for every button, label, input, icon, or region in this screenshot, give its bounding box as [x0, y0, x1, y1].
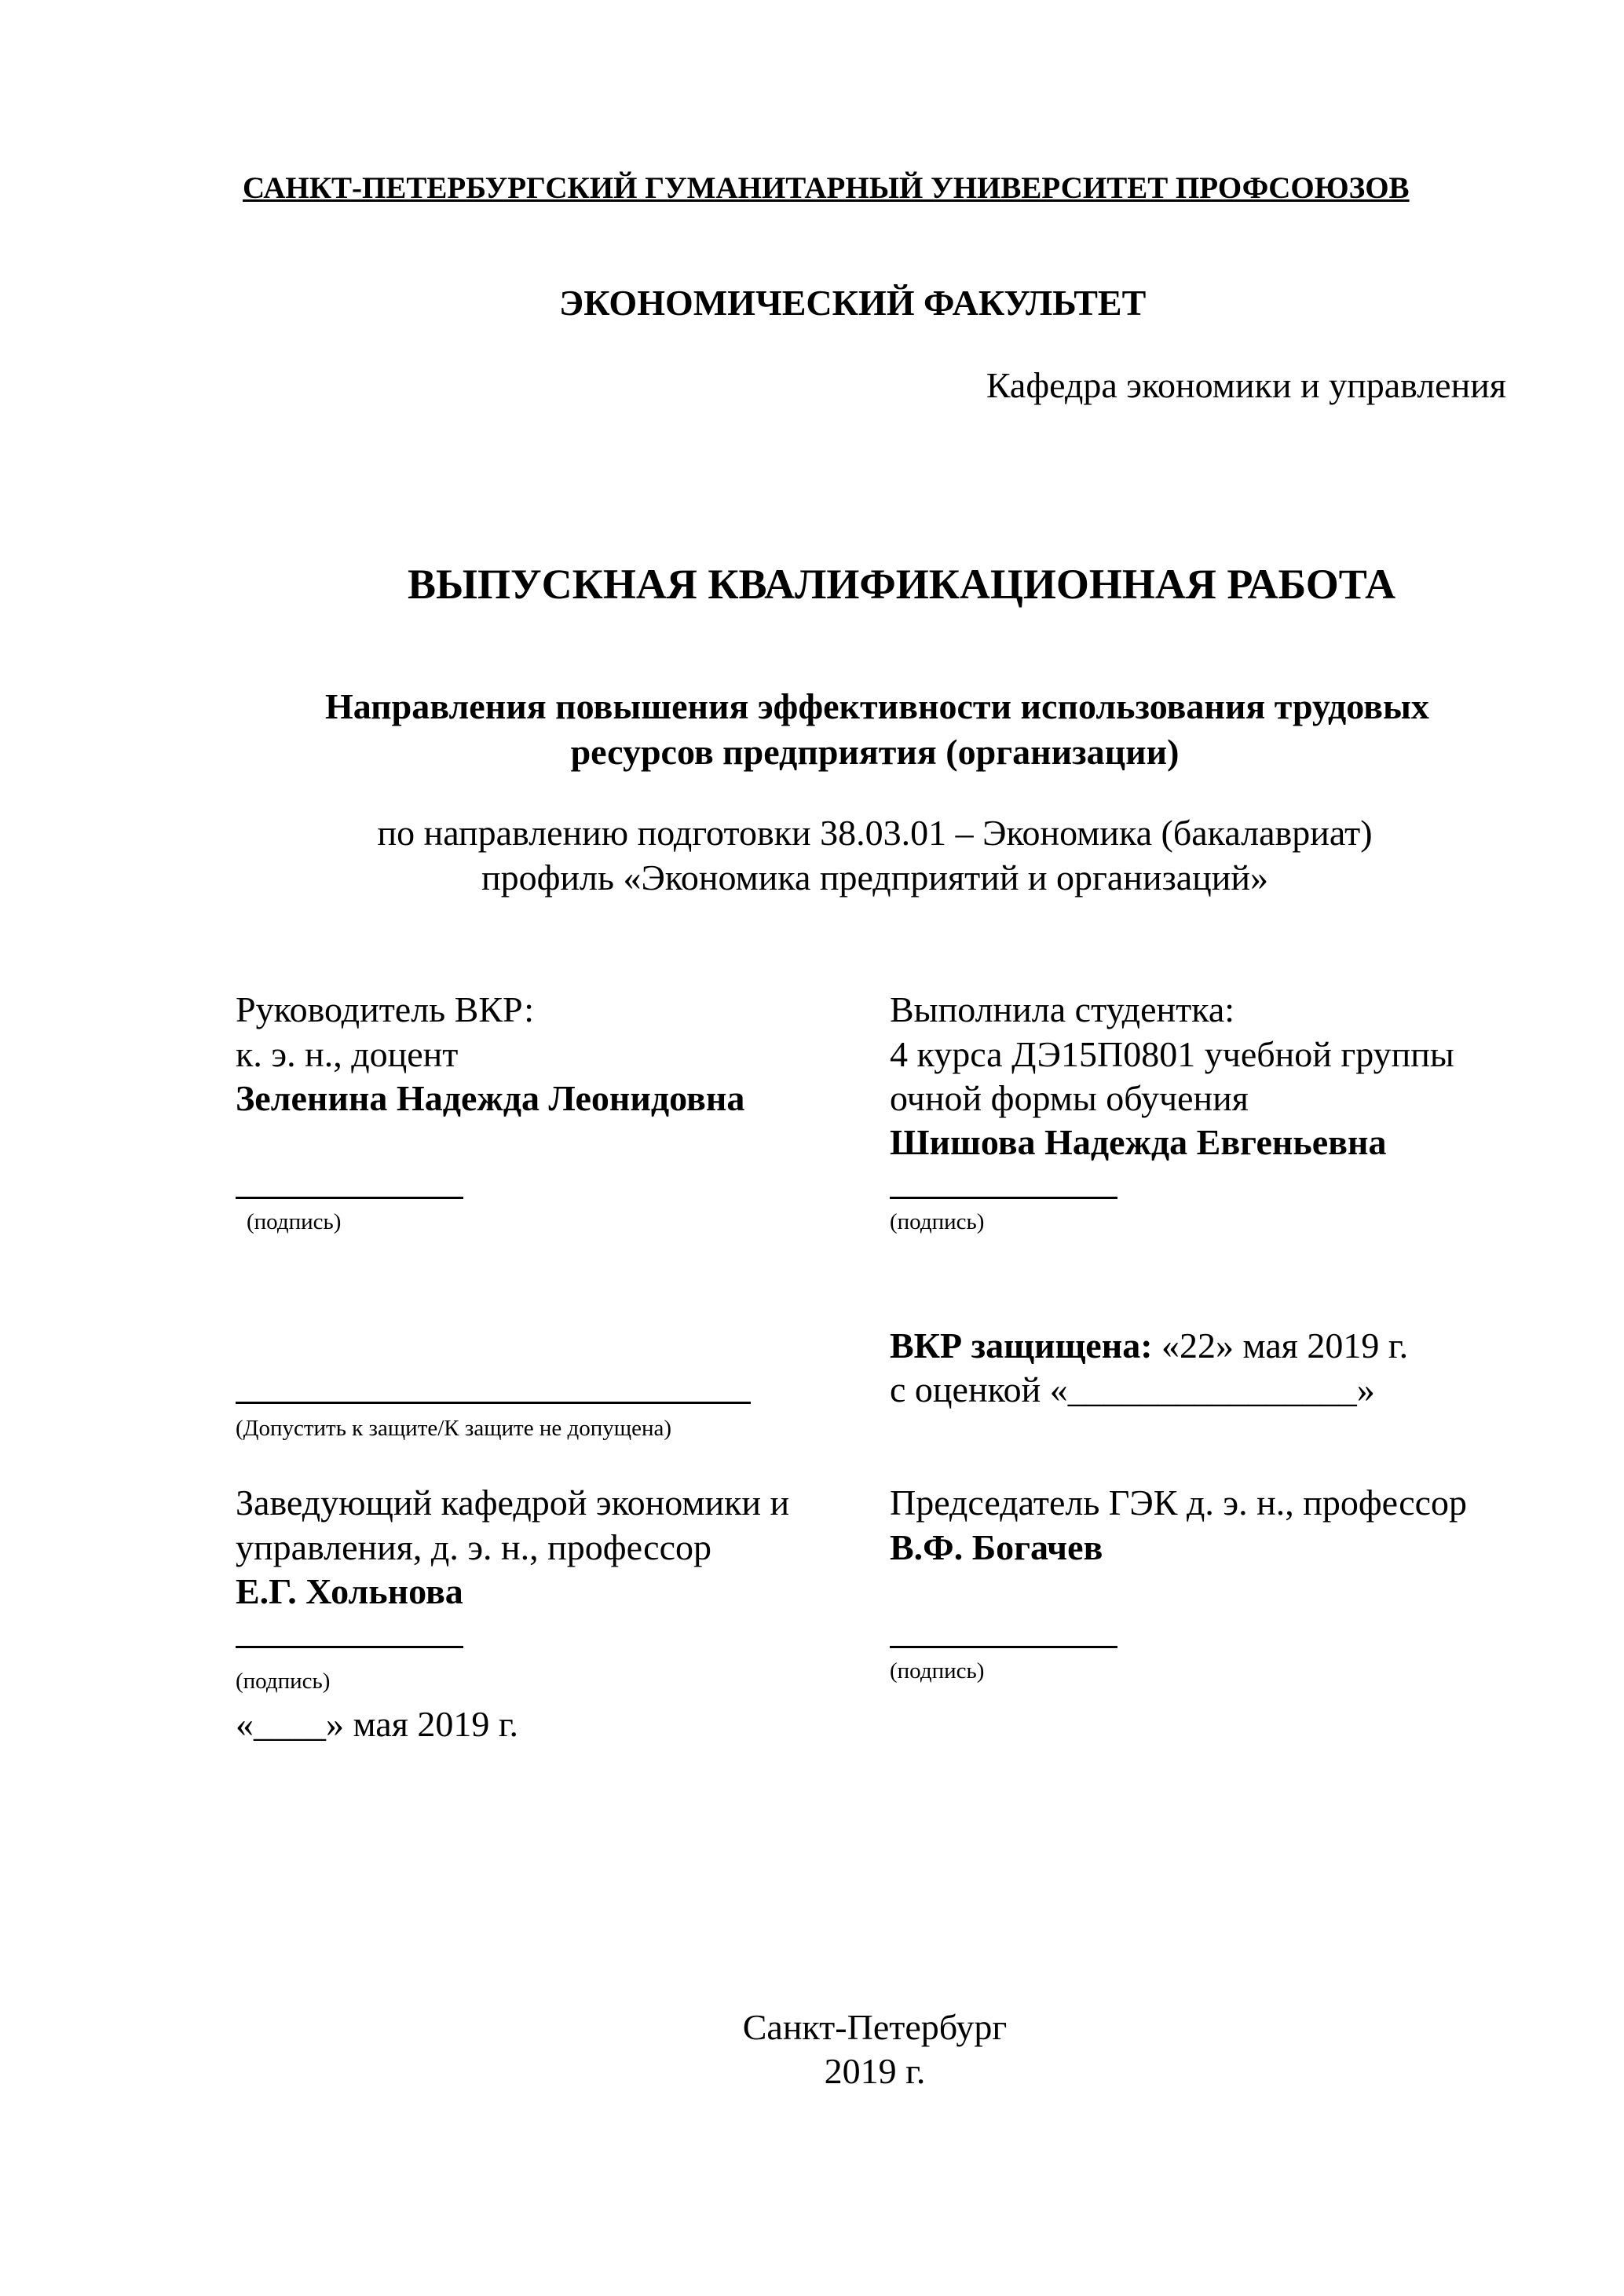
chair-position: Председатель ГЭК д. э. н., профессор: [890, 1483, 1468, 1523]
student-signature-line: [890, 1197, 1117, 1199]
head-position-line-1: Заведующий кафедрой экономики и: [236, 1483, 790, 1523]
chair-name: В.Ф. Богачев: [890, 1527, 1103, 1567]
admission-line: [236, 1402, 751, 1404]
department-name: Кафедра экономики и управления: [986, 365, 1506, 405]
document-type: ВЫПУСКНАЯ КВАЛИФИКАЦИОННАЯ РАБОТА: [408, 561, 1396, 608]
student-label: Выполнила студентка:: [890, 989, 1235, 1029]
faculty-name: ЭКОНОМИЧЕСКИЙ ФАКУЛЬТЕТ: [559, 283, 1147, 323]
topic-line-1: Направления повышения эффективности использования трудовых: [325, 686, 1429, 726]
topic-line-2: ресурсов предприятия (организации): [570, 732, 1180, 772]
head-signature-label: (подпись): [236, 1669, 331, 1694]
direction-line-1: по направлению подготовки 38.03.01 – Экономика (бакалавриат): [377, 813, 1373, 853]
chair-signature-label: (подпись): [890, 1658, 985, 1684]
student-group: 4 курса ДЭ15П0801 учебной группы: [890, 1034, 1454, 1074]
footer-city: Санкт-Петербург: [742, 2007, 1008, 2047]
student-name: Шишова Надежда Евгеньевна: [890, 1122, 1387, 1162]
head-name: Е.Г. Хольнова: [236, 1571, 463, 1611]
defense-result: [890, 1324, 1408, 1368]
supervisor-degree: к. э. н., доцент: [236, 1034, 459, 1074]
defense-label: ВКР защищена:: [890, 1325, 1153, 1366]
admission-label: (Допустить к защите/К защите не допущена): [236, 1416, 672, 1441]
defense-grade: с оценкой «________________»: [890, 1369, 1375, 1409]
student-signature-label: (подпись): [890, 1209, 985, 1234]
direction-line-2: профиль «Экономика предприятий и организаций»: [481, 857, 1269, 898]
defense-date: «22» мая 2019 г.: [1152, 1325, 1409, 1366]
footer-year: 2019 г.: [824, 2051, 926, 2091]
head-signature-line: [236, 1646, 463, 1648]
student-form: очной формы обучения: [890, 1078, 1249, 1118]
head-position-line-2: управления, д. э. н., профессор: [236, 1527, 711, 1567]
head-date: «____» мая 2019 г.: [236, 1704, 519, 1744]
supervisor-label: Руководитель ВКР:: [236, 989, 535, 1029]
supervisor-signature-label: (подпись): [247, 1209, 342, 1234]
supervisor-signature-line: [236, 1197, 463, 1199]
supervisor-name: Зеленина Надежда Леонидовна: [236, 1078, 745, 1118]
chair-signature-line: [890, 1646, 1117, 1648]
university-name: САНКТ-ПЕТЕРБУРГСКИЙ ГУМАНИТАРНЫЙ УНИВЕРСИТЕТ ПРОФСОЮЗОВ: [243, 171, 1410, 205]
